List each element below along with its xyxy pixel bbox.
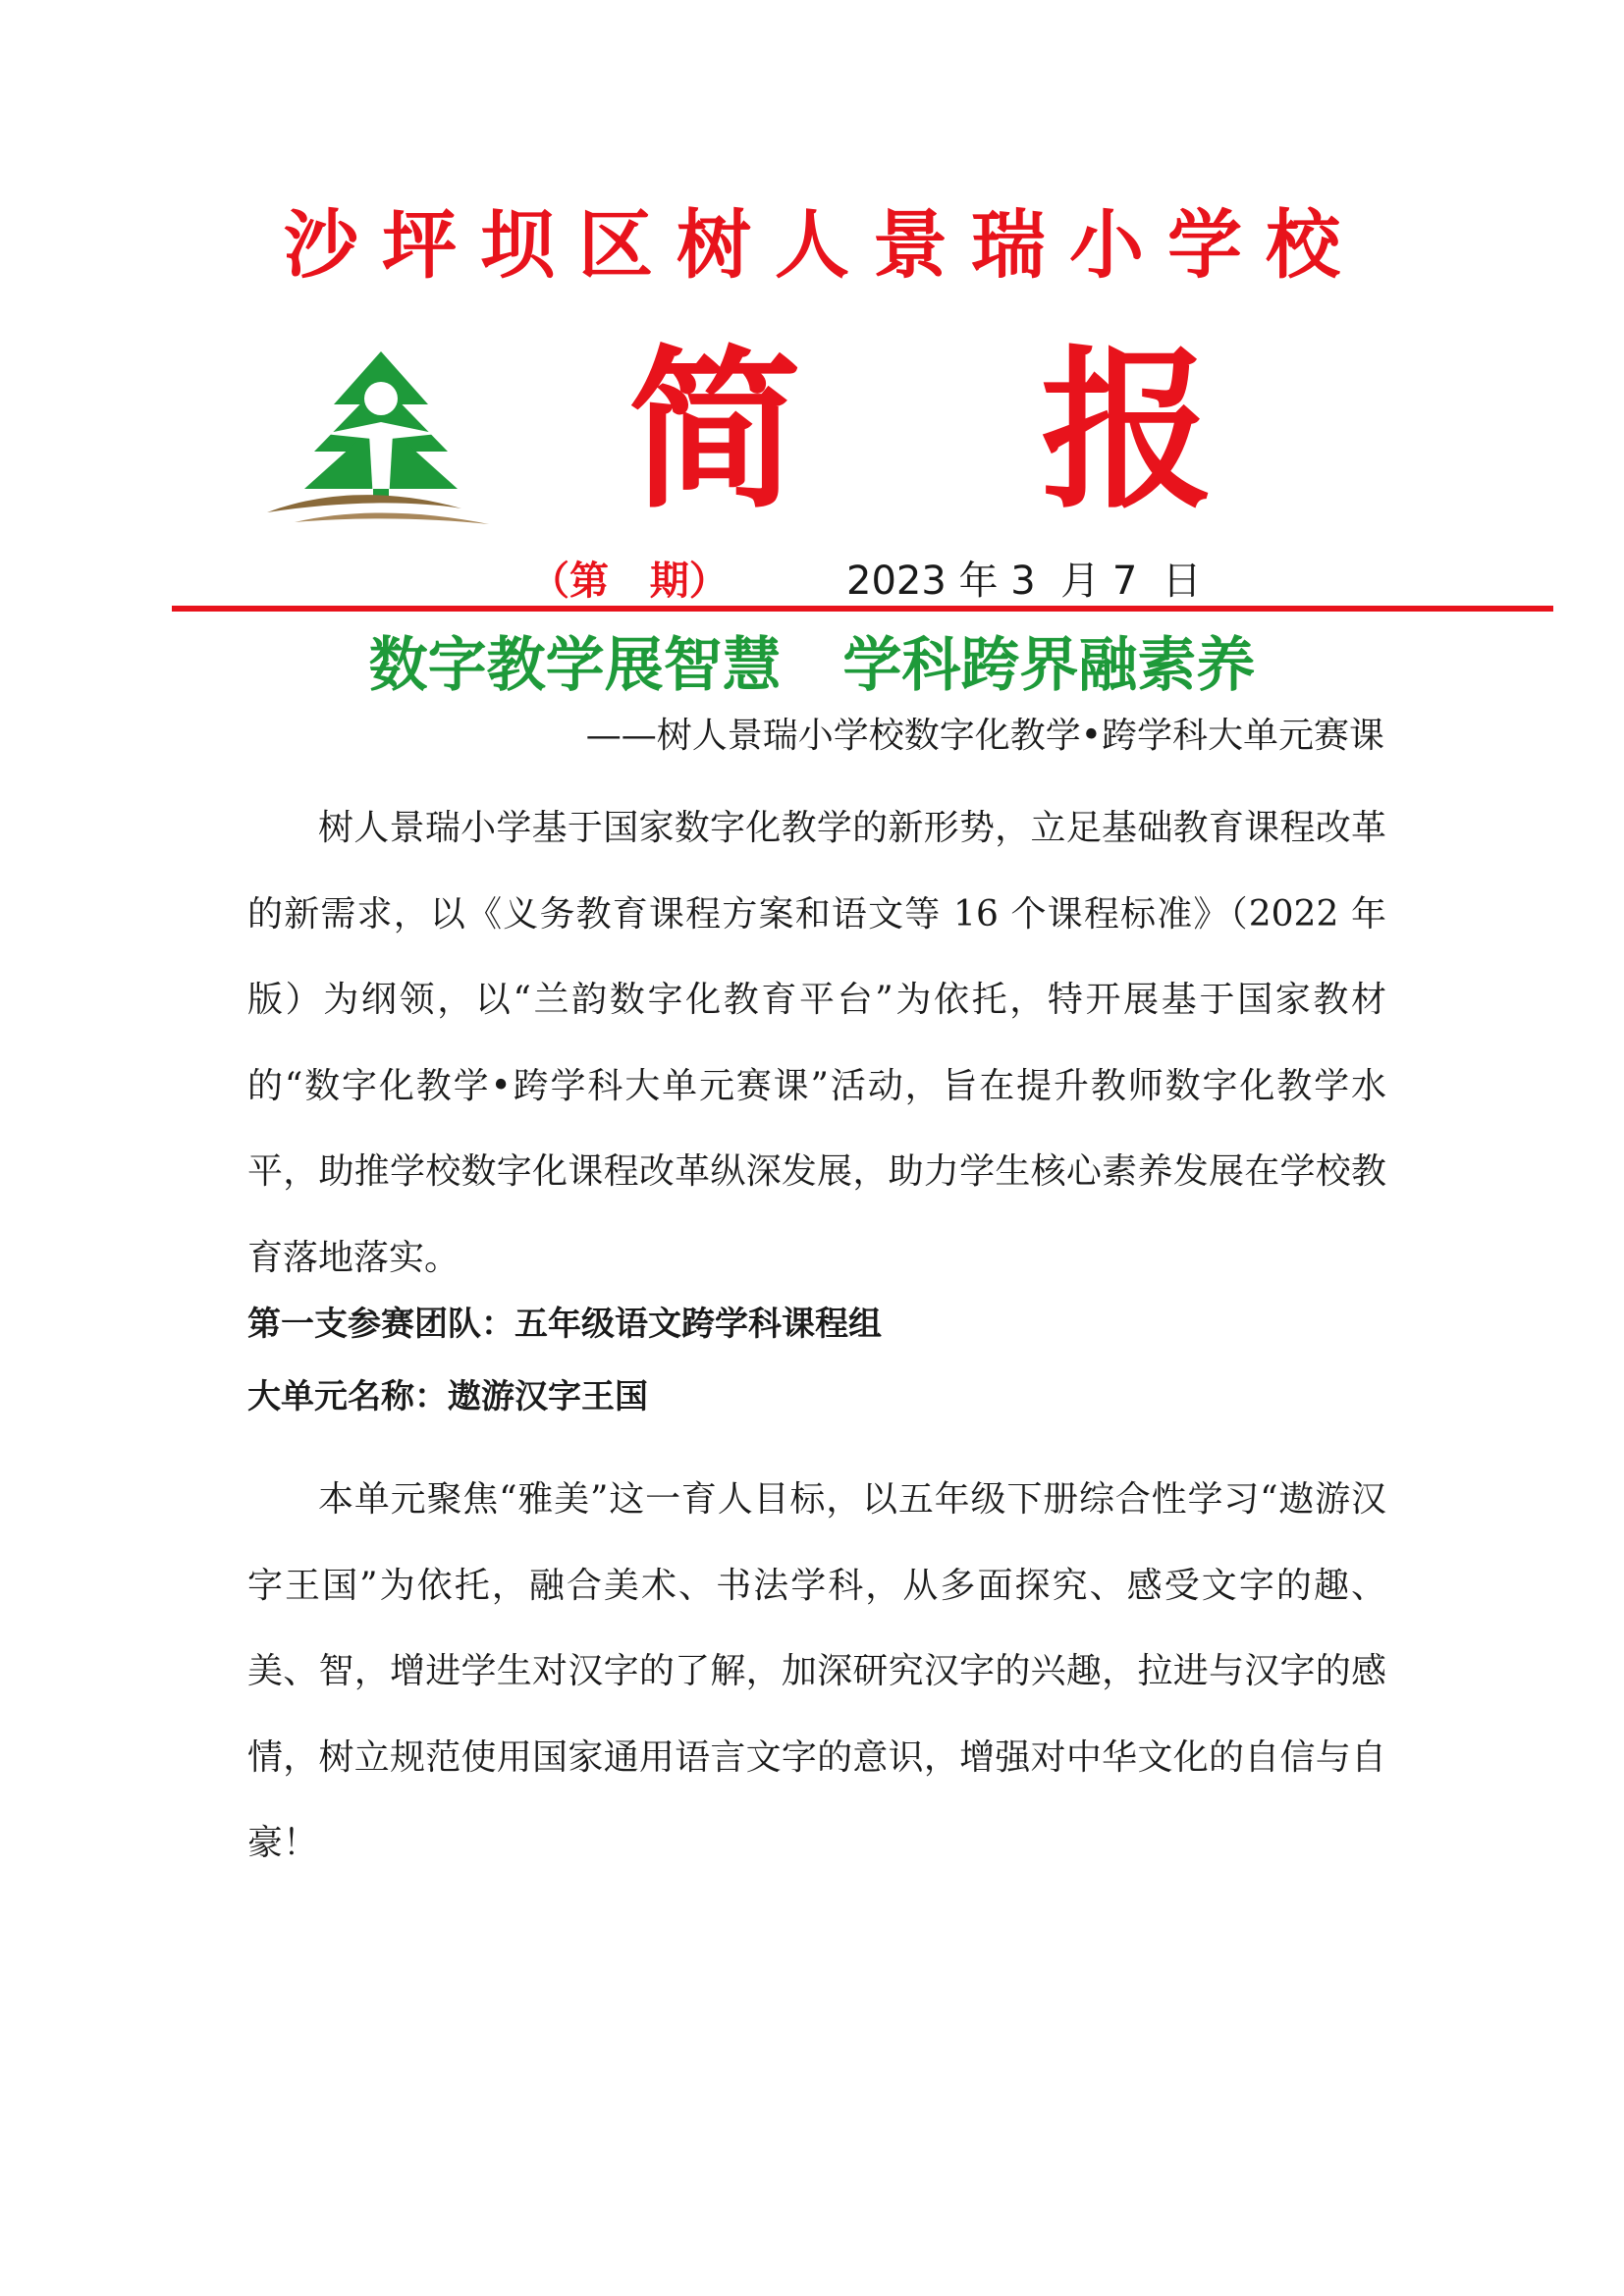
team-label: 第一支参赛团队：五年级语文跨学科课程组 [247,1305,882,1344]
unit-label: 大单元名称：遨游汉字王国 [247,1377,648,1416]
issue-date: 2023 年 3 月 7 日 [846,559,1202,604]
article-headline: 数字教学展智慧 学科跨界融素养 [368,631,1256,700]
unit-paragraph: 本单元聚焦“雅美”这一育人目标，以五年级下册综合性学习“遨游汉字王国”为依托，融合美术、书法学科，从多面探究、感受文字的趣、美、智，增进学生对汉字的了解，加深研究汉字的兴趣，拉进与汉字的感情，树立规范使用国家通用语言文字的意识，增强对中华文化的自信与自豪！ [247,1479,1386,1863]
intro-paragraph: 树人景瑞小学基于国家数字化教学的新形势，立足基础教育课程改革的新需求，以《义务教育课程方案和语文等 16 个课程标准》（2022 年版）为纲领，以“兰韵数字化教育平台”为依托，特开展基于国家教材的“数字化教学•跨学科大单元赛课”活动，旨在提升教师数字化教学水平，助推学校数字化课程改革纵深发展，助力学生核心素养发展在学校教育落地落实。 [247,808,1386,1278]
article-subtitle: ——树人景瑞小学校数字化教学•跨学科大单元赛课 [585,716,1384,756]
masthead-brief-char-2: 报 [1041,331,1215,532]
school-name: 沙坪坝区树人景瑞小学校 [284,201,1364,289]
header-divider [172,606,1553,612]
issue-number: （第 期） [530,559,729,604]
masthead-brief-char-1: 简 [628,331,802,532]
school-logo-tree-icon [265,344,491,530]
